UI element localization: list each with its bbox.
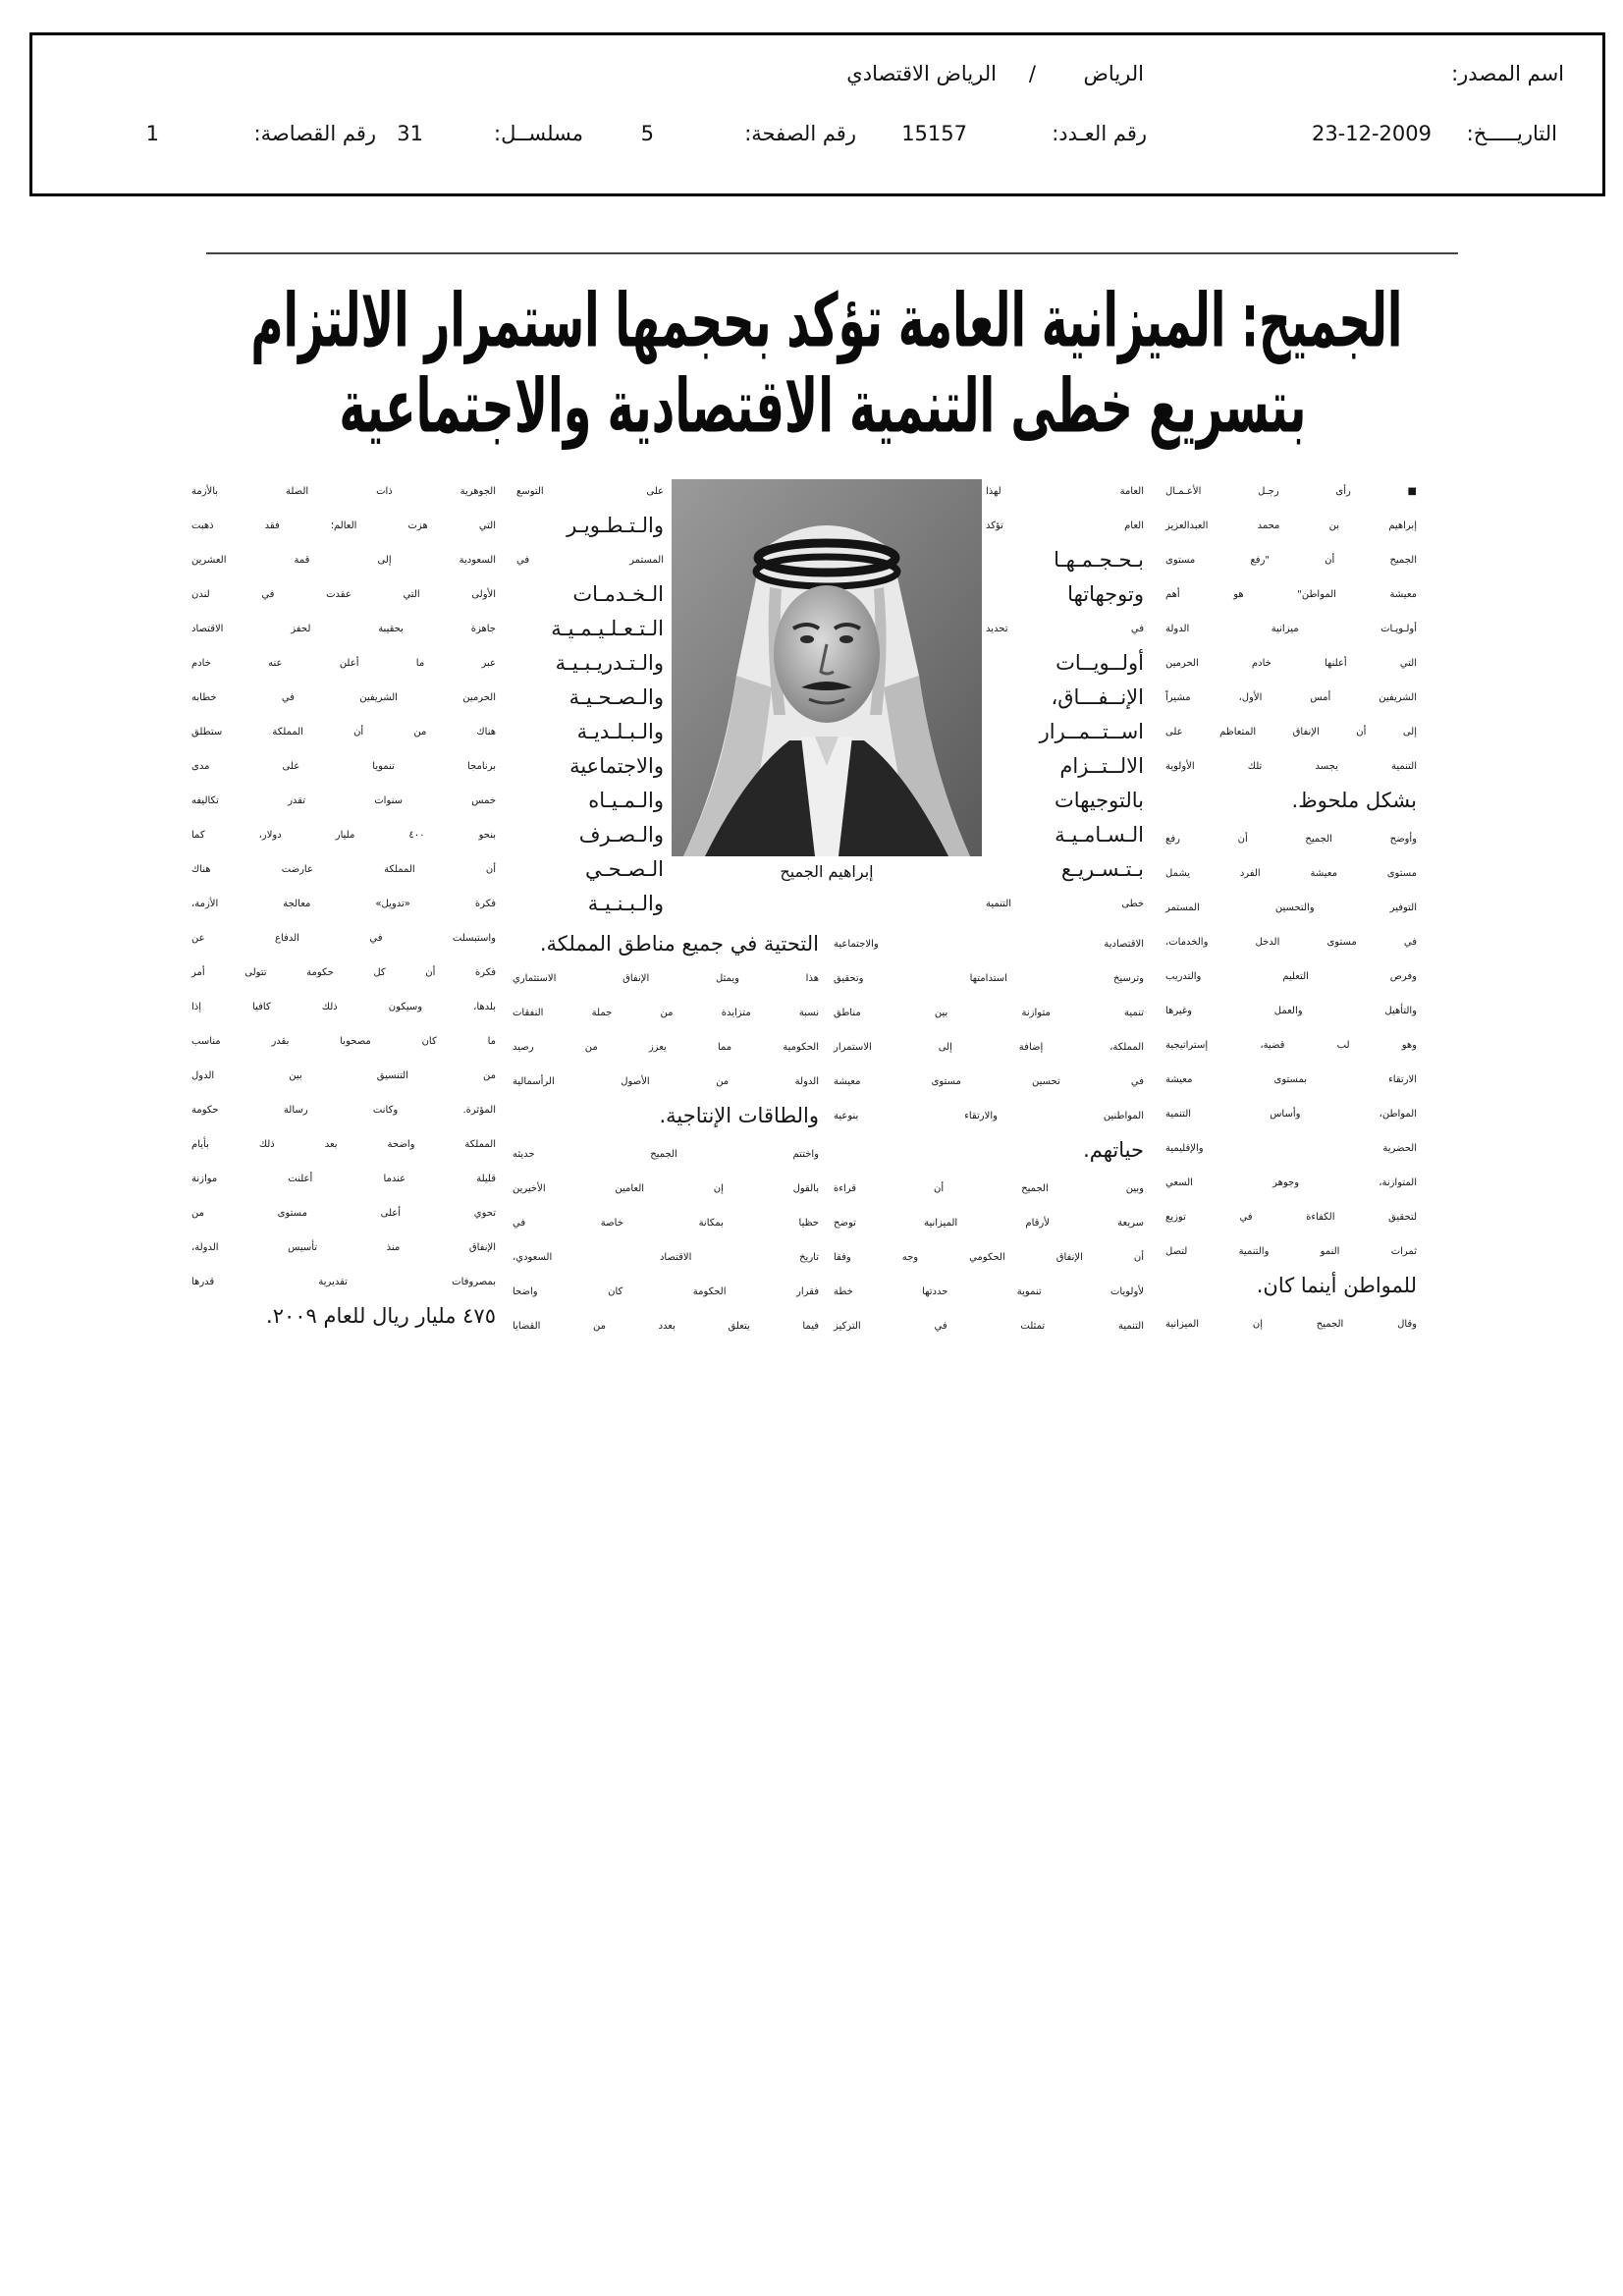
- text-line: [986, 646, 1144, 681]
- source-city: الرياض: [1083, 62, 1144, 85]
- text-line: [1165, 1234, 1417, 1269]
- text-line: [516, 612, 664, 646]
- text-line-content: ثمرات النمو والتنمية لتصل: [1165, 1246, 1417, 1257]
- text-line: [1165, 994, 1417, 1028]
- text-line: [1165, 1063, 1417, 1097]
- text-line-content: الجوهرية ذات الصلة بالأزمة: [191, 486, 496, 497]
- text-line-content: العامة لهذا: [986, 486, 1144, 497]
- text-line-content: جاهزة بحقيبة لحفز الاقتصاد: [191, 624, 496, 634]
- text-line-content: خطى التنمية: [986, 899, 1144, 909]
- text-line: [191, 612, 496, 646]
- text-line: [834, 1133, 1144, 1168]
- text-line: [986, 474, 1144, 509]
- text-line-content: أن الإنفاق الحكومي وجه وفقا: [834, 1252, 1144, 1263]
- text-line-content: تحوي أعلى مستوى من: [191, 1208, 496, 1219]
- text-line-content: حظيا بمكانة خاصة في: [513, 1218, 819, 1229]
- text-line-content: والـبـنـيـة: [587, 892, 664, 915]
- text-line-content: ٤٧٥ مليار ريال للعام ٢٠٠٩.: [266, 1304, 496, 1328]
- text-line-content: المواطن، وأساس التنمية: [1165, 1109, 1417, 1120]
- text-line-content: التنمية تمثلت في التركيز: [834, 1321, 1144, 1332]
- text-line: [513, 1275, 819, 1309]
- text-line: [191, 1162, 496, 1196]
- text-line-content: لتحقيق الكفاءة في توزيع: [1165, 1212, 1417, 1223]
- text-line-content: الأولى التي عقدت في لندن: [191, 589, 496, 600]
- date-value: 23-12-2009: [1311, 122, 1432, 145]
- text-line-content: والـبـلـديـة: [576, 720, 664, 743]
- text-line-content: تاريخ الاقتصاد السعودي،: [513, 1252, 819, 1263]
- paragraph: [516, 474, 664, 921]
- text-line-content: هذا ويمثل الإنفاق الاستثماري: [513, 973, 819, 984]
- text-line: [834, 1065, 1144, 1099]
- text-line-content: المتوازنة، وجوهر السعي: [1165, 1177, 1417, 1188]
- text-line: [513, 1065, 819, 1099]
- text-line-content: واختتم الجميح حديثه: [513, 1149, 819, 1160]
- text-line: [1165, 577, 1417, 612]
- text-line-content: الإنفاق منذ تأسيس الدولة،: [191, 1242, 496, 1253]
- text-line: [513, 1172, 819, 1206]
- clip-label: رقم القصاصة:: [253, 122, 376, 145]
- text-line: [1165, 1028, 1417, 1063]
- paragraph: [834, 927, 1144, 1168]
- text-line-content: سريعة لأرقام الميزانية توضح: [834, 1218, 1144, 1229]
- text-line: [516, 749, 664, 784]
- text-line-content: الـتـعـلـيـمـيـة: [551, 617, 664, 640]
- text-line-content: بنحو ٤٠٠ مليار دولار، كما: [191, 830, 496, 841]
- text-line-content: للمواطن أينما كان.: [1256, 1274, 1417, 1297]
- text-line-content: تنمية متوازنة بين مناطق: [834, 1008, 1144, 1018]
- text-line-content: اســتــمــرار: [1039, 720, 1144, 743]
- text-line: [516, 818, 664, 852]
- text-line: [516, 577, 664, 612]
- text-line-content: في تحديد: [986, 624, 1144, 634]
- source-label: اسم المصدر:: [1451, 62, 1564, 85]
- text-line: [516, 474, 664, 509]
- text-line-content: فكرة «تدويل» معالجة الأزمة،: [191, 899, 496, 909]
- text-line: [516, 852, 664, 887]
- text-line: [1165, 474, 1417, 509]
- text-line: [1165, 1200, 1417, 1234]
- text-line-content: المستمر في: [516, 555, 664, 566]
- text-line-content: الإنــفـــاق،: [1051, 685, 1144, 709]
- text-line: [516, 715, 664, 749]
- text-line-content: المواطنين والارتقاء بنوعية: [834, 1111, 1144, 1121]
- text-line-content: والاجتماعية: [569, 754, 664, 778]
- text-line: [1165, 646, 1417, 681]
- paragraph: [834, 1172, 1144, 1343]
- text-line-content: الحكومية مما يعزز من رصيد: [513, 1042, 819, 1053]
- text-line: [191, 474, 496, 509]
- text-line: [191, 715, 496, 749]
- text-line-content: وبين الجميح أن قراءة: [834, 1183, 1144, 1194]
- paragraph: [1165, 474, 1417, 818]
- text-line: [516, 509, 664, 543]
- text-line: [513, 1240, 819, 1275]
- text-line-content: الالــتــزام: [1059, 754, 1144, 778]
- portrait-photo: [672, 479, 982, 856]
- text-line: [834, 927, 1144, 961]
- text-line-content: وأوضح الجميح أن رفع: [1165, 834, 1417, 845]
- photo-caption: إبراهيم الجميح: [780, 862, 874, 881]
- portrait-image: [672, 479, 982, 856]
- text-line-content: بالتوجيهات: [1055, 789, 1144, 812]
- text-line-content: والـمـيـاه: [588, 789, 664, 812]
- text-line: [834, 961, 1144, 996]
- text-line-content: وترسيخ استدامتها وتحقيق: [834, 973, 1144, 984]
- text-line: [191, 1059, 496, 1093]
- text-line: [513, 996, 819, 1030]
- text-line-content: بمصروفات تقديرية قدرها: [191, 1277, 496, 1287]
- text-line: [191, 852, 496, 887]
- text-line: [191, 681, 496, 715]
- article-column-2-upper: [986, 474, 1144, 921]
- text-line-content: والطاقات الإنتاجية.: [659, 1104, 819, 1127]
- text-line-content: عبر ما أعلن عنه خادم: [191, 658, 496, 669]
- divider-rule: [206, 252, 1458, 254]
- text-line: [1165, 891, 1417, 925]
- text-line: [516, 646, 664, 681]
- clip-value: 1: [145, 122, 159, 145]
- text-line-content: الحضرية والإقليمية: [1165, 1143, 1417, 1154]
- text-line: [834, 1030, 1144, 1065]
- paragraph: [513, 927, 819, 1133]
- text-line-content: برنامجا تنمويا على مدى: [191, 761, 496, 772]
- text-line-content: والتأهيل والعمل وغيرها: [1165, 1006, 1417, 1016]
- text-line-content: أولــويــات: [1055, 651, 1144, 675]
- text-line-content: التي أعلنها خادم الحرمين: [1165, 658, 1417, 669]
- text-line-content: فكرة أن كل حكومة تتولى أمر: [191, 967, 496, 978]
- text-line-content: الشريفين أمس الأول، مشيراً: [1165, 692, 1417, 703]
- text-line: [513, 927, 819, 961]
- text-line-content: معيشة المواطن" هو أهم: [1165, 589, 1417, 600]
- page-label: رقم الصفحة:: [744, 122, 856, 145]
- text-line: [1165, 509, 1417, 543]
- text-line-content: خمس سنوات تقدر تكاليفه: [191, 795, 496, 806]
- text-line-content: لأولويات تنموية حددتها خطة: [834, 1286, 1144, 1297]
- text-line: [191, 956, 496, 990]
- text-line: [1165, 1097, 1417, 1131]
- text-line-content: في مستوى الدخل والخدمات،: [1165, 937, 1417, 948]
- text-line-content: السعودية إلى قمة العشرين: [191, 555, 496, 566]
- text-line: [834, 1099, 1144, 1133]
- text-line-content: فقرار الحكومة كان واضحا: [513, 1286, 819, 1297]
- text-line-content: ■ رأى رجـل الأعـمـال: [1165, 486, 1417, 497]
- headline-line-2: [339, 363, 1307, 451]
- text-line: [1165, 1269, 1417, 1303]
- source-publication: الرياض الاقتصادي: [846, 62, 997, 85]
- text-line: [191, 784, 496, 818]
- text-line: [1165, 612, 1417, 646]
- text-line-content: التحتية في جميع مناطق المملكة.: [539, 932, 819, 956]
- text-line: [1165, 749, 1417, 784]
- text-line-content: والـتـطـويـر: [567, 514, 664, 537]
- text-line: [986, 887, 1144, 921]
- text-line-content: أن المملكة عارضت هناك: [191, 864, 496, 875]
- text-line-content: إبراهيم بن محمد العبدالعزيز: [1165, 520, 1417, 531]
- text-line-content: ما كان مصحوبا بقدر مناسب: [191, 1036, 496, 1047]
- text-line-content: هناك من أن المملكة ستطلق: [191, 727, 496, 738]
- issue-label: رقم العـدد:: [1052, 122, 1147, 145]
- text-line: [1165, 681, 1417, 715]
- headline-text-2: بتسريع خطى التنمية الاقتصادية والاجتماعية: [339, 363, 1307, 451]
- text-line-content: قليلة عندما أعلنت موازنة: [191, 1174, 496, 1184]
- text-line-content: الاقتصادية والاجتماعية: [834, 939, 1144, 950]
- text-line-content: بشكل ملحوظ.: [1291, 789, 1417, 812]
- text-line: [986, 612, 1144, 646]
- text-line-content: وهو لب قضية، إستراتيجية: [1165, 1040, 1417, 1051]
- text-line: [191, 818, 496, 852]
- page-value: 5: [640, 122, 654, 145]
- paragraph: [1165, 822, 1417, 1303]
- text-line: [834, 1275, 1144, 1309]
- text-line: [191, 990, 496, 1024]
- text-line: [516, 681, 664, 715]
- text-line-content: العام تؤكد: [986, 520, 1144, 531]
- headline-line-1: [250, 278, 1402, 365]
- text-line: [1165, 1307, 1417, 1341]
- text-line-content: الـخـدمـات: [572, 582, 664, 606]
- text-line: [986, 681, 1144, 715]
- text-line: [191, 1024, 496, 1059]
- text-line: [513, 1206, 819, 1240]
- text-line: [1165, 925, 1417, 959]
- text-line-content: الـصـحـي: [585, 857, 664, 881]
- text-line: [191, 509, 496, 543]
- text-line-content: بـتـسـريـع: [1060, 857, 1144, 881]
- text-line: [986, 749, 1144, 784]
- text-line-content: على التوسع: [516, 486, 664, 497]
- text-line: [1165, 856, 1417, 891]
- serial-label: مسلســل:: [494, 122, 583, 145]
- text-line-content: وفرص التعليم والتدريب: [1165, 971, 1417, 982]
- text-line: [834, 996, 1144, 1030]
- text-line: [191, 646, 496, 681]
- text-line-content: وقال الجميح إن الميزانية: [1165, 1319, 1417, 1330]
- text-line-content: بلدها، وسيكون ذلك كافيا إذا: [191, 1002, 496, 1012]
- text-line: [513, 1137, 819, 1172]
- text-line-content: المملكة، إضافة إلى الاستمرار: [834, 1042, 1144, 1053]
- source-separator: /: [1028, 62, 1036, 85]
- text-line: [513, 1099, 819, 1133]
- text-line-content: نسبة متزايدة من جملة النفقات: [513, 1008, 819, 1018]
- text-line: [191, 749, 496, 784]
- text-line-content: الارتقاء بمستوى معيشة: [1165, 1074, 1417, 1085]
- text-line: [1165, 822, 1417, 856]
- text-line-content: المملكة واضحة بعد ذلك بأيام: [191, 1139, 496, 1150]
- paragraph: [1165, 1307, 1417, 1341]
- article-column-1: [1165, 474, 1417, 1341]
- text-line: [191, 543, 496, 577]
- text-line: [986, 543, 1144, 577]
- text-line-content: الجميح أن "رفع مستوى: [1165, 555, 1417, 566]
- text-line: [1165, 784, 1417, 818]
- text-line: [191, 921, 496, 956]
- text-line: [834, 1309, 1144, 1343]
- text-line-content: وتوجهاتها: [1067, 582, 1144, 606]
- serial-value: 31: [397, 122, 423, 145]
- text-line: [191, 1093, 496, 1127]
- text-line-content: من التنسيق بين الدول: [191, 1070, 496, 1081]
- headline-text-1: الجميح: الميزانية العامة تؤكد بحجمها استمرار الالتزام: [250, 278, 1402, 365]
- text-line: [986, 509, 1144, 543]
- text-line: [516, 887, 664, 921]
- text-line-content: الدولة من الأصول الرأسمالية: [513, 1076, 819, 1087]
- text-line-content: والـصـحـيـة: [568, 685, 664, 709]
- paragraph: [191, 474, 496, 1334]
- text-line: [516, 784, 664, 818]
- text-line-content: فيما يتعلق بعدد من القضايا: [513, 1321, 819, 1332]
- issue-value: 15157: [901, 122, 967, 145]
- text-line: [1165, 715, 1417, 749]
- clipping-header: [29, 32, 1605, 196]
- text-line: [191, 1299, 496, 1334]
- text-line: [986, 818, 1144, 852]
- text-line: [191, 1127, 496, 1162]
- text-line: [191, 1265, 496, 1299]
- text-line-content: التي هزت العالم؛ فقد ذهبت: [191, 520, 496, 531]
- text-line: [986, 852, 1144, 887]
- text-line-content: التنمية يجسد تلك الأولوية: [1165, 761, 1417, 772]
- article-column-2-lower: [834, 927, 1144, 1343]
- text-line: [986, 715, 1144, 749]
- text-line-content: بالقول إن العامين الأخيرين: [513, 1183, 819, 1194]
- text-line-content: الحرمين الشريفين في خطابه: [191, 692, 496, 703]
- text-line: [834, 1172, 1144, 1206]
- text-line-content: حياتهم.: [1083, 1138, 1144, 1162]
- text-line: [834, 1240, 1144, 1275]
- date-label: التاريـــــخ:: [1466, 122, 1557, 145]
- paragraph: [513, 1137, 819, 1343]
- text-line: [1165, 1131, 1417, 1166]
- text-line: [513, 961, 819, 996]
- text-line-content: إلى أن الإنفاق المتعاظم على: [1165, 727, 1417, 738]
- article-column-3-lower: [513, 927, 819, 1343]
- text-line: [191, 1196, 496, 1230]
- text-line-content: أولـويـات ميزانية الدولة: [1165, 624, 1417, 634]
- text-line-content: واستبسلت في الدفاع عن: [191, 933, 496, 944]
- text-line-content: في تحسين مستوى معيشة: [834, 1076, 1144, 1087]
- text-line-content: والـتـدريـبـيـة: [555, 651, 664, 675]
- article-column-4: [191, 474, 496, 1334]
- text-line: [986, 577, 1144, 612]
- text-line: [1165, 959, 1417, 994]
- paragraph: [986, 474, 1144, 921]
- text-line-content: مستوى معيشة الفرد يشمل: [1165, 868, 1417, 879]
- text-line: [191, 577, 496, 612]
- text-line-content: والـصـرف: [578, 823, 664, 847]
- text-line: [986, 784, 1144, 818]
- text-line: [513, 1030, 819, 1065]
- text-line-content: الـسـامـيـة: [1055, 823, 1144, 847]
- text-line: [1165, 543, 1417, 577]
- text-line: [191, 887, 496, 921]
- text-line-content: المؤثرة. وكانت رسالة حكومة: [191, 1105, 496, 1116]
- text-line: [834, 1206, 1144, 1240]
- text-line: [191, 1230, 496, 1265]
- text-line: [513, 1309, 819, 1343]
- text-line: [1165, 1166, 1417, 1200]
- text-line-content: بـحـجـمـهـا: [1054, 548, 1144, 572]
- text-line-content: التوفير والتحسين المستمر: [1165, 902, 1417, 913]
- text-line: [516, 543, 664, 577]
- article-column-3-upper: [516, 474, 664, 921]
